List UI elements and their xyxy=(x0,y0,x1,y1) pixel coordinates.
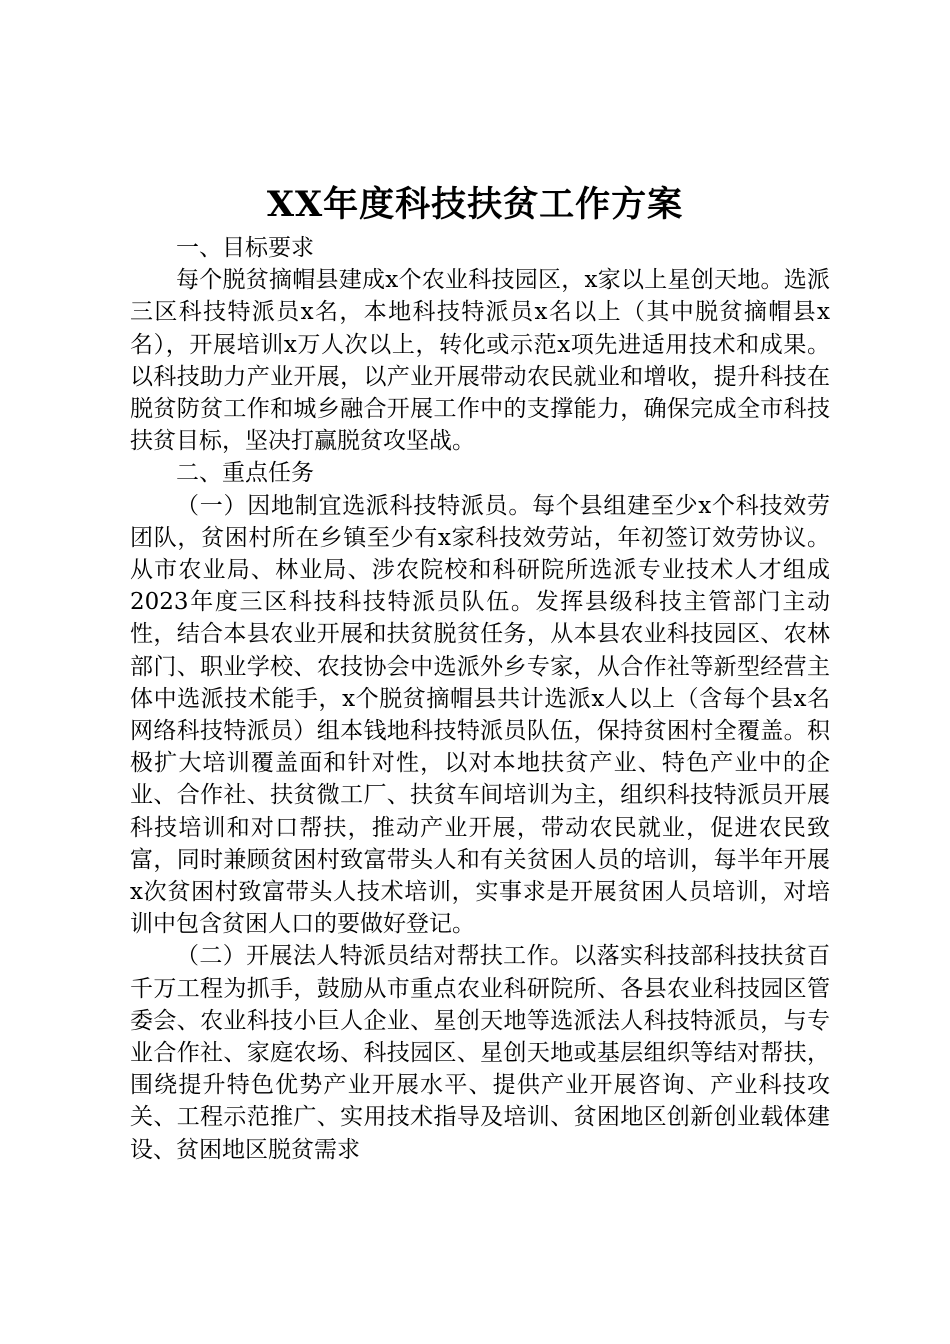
section-heading-goals: 一、目标要求 xyxy=(176,235,314,261)
document-body xyxy=(130,232,830,1166)
section-heading-key-tasks: 二、重点任务 xyxy=(176,460,314,487)
paragraph-task-1: （一）因地制宜选派科技特派员。每个县组建至少x个科技效劳团队，贫困村所在乡镇至少有x家科技效劳站，年初签订效劳协议。从市农业局、林业局、涉农院校和科研院所选派专业技术人才组成2023年度三区科技科技特派员队伍。发挥县级科技主管部门主动性，结合本县农业开展和扶贫脱贫任务，从本县农业科技园区、农林部门、职业学校、农技协会中选派外乡专家，从合作社等新型经营主体中选派技术能手，x个脱贫摘帽县共计选派x人以上（含每个县x名网络科技特派员）组本钱地科技特派员队伍，保持贫困村全覆盖。积极扩大培训覆盖面和针对性，以对本地扶贫产业、特色产业中的企业、合作社、扶贫微工厂、扶贫车间培训为主，组织科技特派员开展科技培训和对口帮扶，推动产业开展，带动农民就业，促进农民致富，同时兼顾贫困村致富带头人和有关贫困人员的培训，每半年开展x次贫困村致富带头人技术培训，实事求是开展贫困人员培训，对培训中包含贫困人口的要做好登记。 xyxy=(130,492,830,938)
paragraph-goals: 每个脱贫摘帽县建成x个农业科技园区，x家以上星创天地。选派三区科技特派员x名，本地科技特派员x名以上（其中脱贫摘帽县x名），开展培训x万人次以上，转化或示范x项先进适用技术和成果。以科技助力产业开展，以产业开展带动农民就业和增收，提升科技在脱贫防贫工作和城乡融合开展工作中的支撑能力，确保完成全市科技扶贫目标，坚决打赢脱贫攻坚战。 xyxy=(130,267,830,455)
document-title: XX年度科技扶贫工作方案 xyxy=(266,184,684,225)
paragraph-task-2: （二）开展法人特派员结对帮扶工作。以落实科技部科技扶贫百千万工程为抓手，鼓励从市重点农业科研院所、各县农业科技园区管委会、农业科技小巨人企业、星创天地等选派法人科技特派员，与专业合作社、家庭农场、科技园区、星创天地或基层组织等结对帮扶，围绕提升特色优势产业开展水平、提供产业开展咨询、产业科技攻关、工程示范推广、实用技术指导及培训、贫困地区创新创业载体建设、贫困地区脱贫需求 xyxy=(130,943,830,1163)
